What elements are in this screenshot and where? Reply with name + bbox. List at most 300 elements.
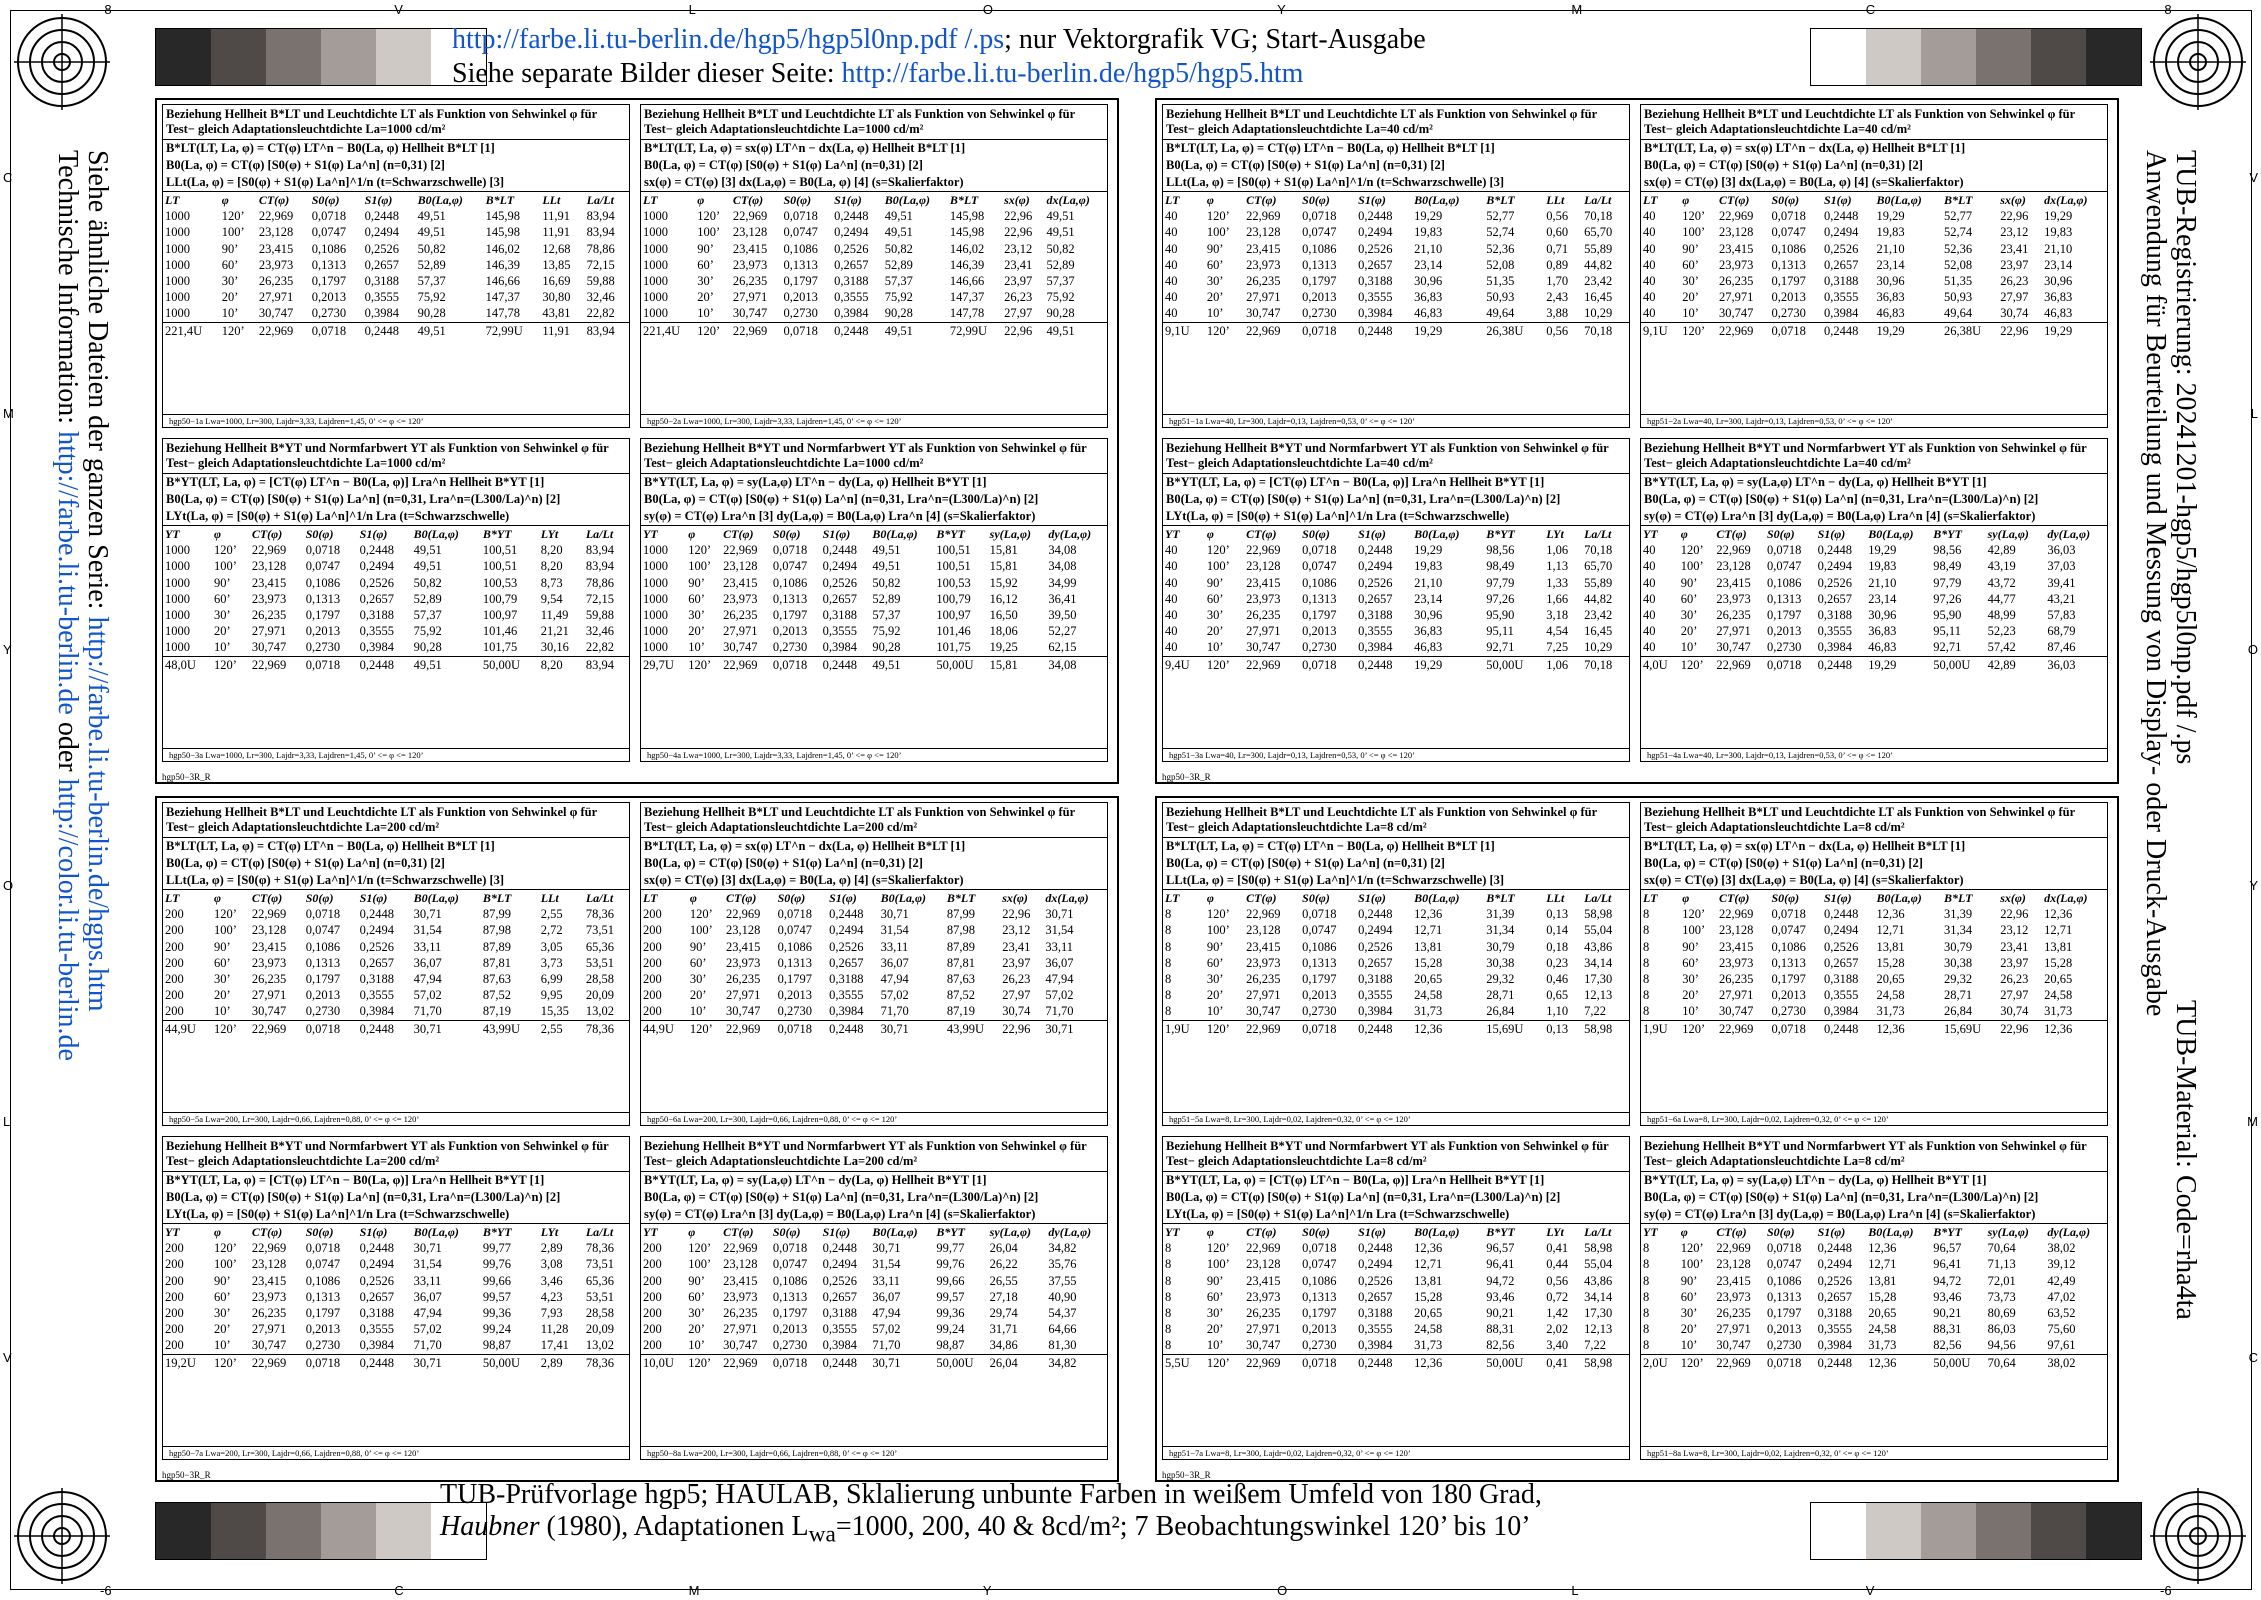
- column-header: B0(La,φ): [1876, 891, 1922, 905]
- table-cell: 0,41: [1546, 1241, 1569, 1256]
- table-cell: 23,973: [726, 955, 761, 970]
- table-cell: 30,747: [726, 1004, 761, 1019]
- formula-2: B0(La, φ) = CT(φ) [S0(φ) + S1(φ) La^n] (n=0,31, Lra^n=(L300/La)^n) [2]: [1644, 1190, 2039, 1204]
- table-cell: 145,98: [485, 209, 520, 224]
- table-cell: 0,2013: [305, 624, 341, 639]
- edge-mark: Y: [3, 642, 12, 657]
- table-row-summary: [1163, 1354, 1629, 1371]
- column-header: B*LT: [1486, 193, 1515, 207]
- table-cell: 30’: [1206, 608, 1224, 623]
- table-cell: 0,3555: [1358, 624, 1393, 639]
- table-cell: 0,2013: [305, 988, 341, 1003]
- table-cell: 0,0718: [1300, 1354, 1356, 1371]
- table-cell: 70,64: [1986, 1354, 2046, 1371]
- table-cell: 0,3984: [364, 306, 400, 321]
- table-cell: 0,2448: [1822, 322, 1874, 339]
- table-cell: 0,2013: [1302, 290, 1337, 305]
- table-cell: 26,235: [732, 274, 768, 289]
- table-cell: 60’: [697, 257, 714, 272]
- table-cell: 23,14: [1414, 257, 1443, 272]
- gray-patch: [321, 1503, 376, 1559]
- table-cell: 23,415: [723, 575, 758, 590]
- table-row: [1641, 1289, 2107, 1305]
- gray-patch: [321, 29, 376, 85]
- table-cell: 60’: [214, 1289, 231, 1304]
- column-header: LLt: [542, 193, 561, 207]
- table-cell: 39,12: [2047, 1257, 2076, 1272]
- table-cell: 49,51: [872, 543, 901, 558]
- table-cell: 10,29: [1584, 306, 1613, 321]
- table-cell: 11,91: [542, 225, 571, 240]
- table-row: [1163, 1273, 1629, 1289]
- table-cell: 8: [1643, 1322, 1650, 1337]
- table-cell: 33,11: [413, 939, 442, 954]
- table-cell: 9,1U: [1163, 322, 1205, 339]
- table-cell: 100’: [689, 923, 713, 938]
- table-cell: 200: [643, 1241, 662, 1256]
- table-cell: 0,2526: [364, 241, 400, 256]
- table-cell: 0,60: [1546, 225, 1569, 240]
- table-cell: 23,128: [1246, 225, 1281, 240]
- table-cell: 72,01: [1987, 1273, 2016, 1288]
- table-cell: 78,36: [585, 1241, 614, 1256]
- table-cell: 20,65: [1414, 972, 1443, 987]
- table-cell: 17,41: [540, 1338, 569, 1353]
- table-row: [1163, 1003, 1629, 1020]
- table-cell: 0,2526: [359, 575, 395, 590]
- table-cell: 30’: [1206, 274, 1224, 289]
- table-cell: 57,02: [1045, 988, 1074, 1003]
- table-cell: 120’: [1680, 322, 1717, 339]
- table-cell: 28,58: [585, 1306, 614, 1321]
- table-cell: 30,96: [1414, 608, 1443, 623]
- table-cell: 120’: [1206, 543, 1230, 558]
- table-cell: 4,23: [540, 1289, 563, 1304]
- table-cell: 0,2730: [772, 640, 808, 655]
- table-cell: 21,10: [1414, 241, 1443, 256]
- table-cell: 0,3555: [834, 290, 869, 305]
- table-cell: 10’: [1206, 1338, 1224, 1353]
- table-cell: 26,235: [1246, 608, 1281, 623]
- table-cell: 0,0718: [1300, 322, 1356, 339]
- table-cell: 0,2526: [834, 241, 869, 256]
- table-cell: 43,99U: [945, 1020, 1000, 1037]
- table-cell: 1000: [643, 559, 668, 574]
- table-cell: 0,0718: [771, 656, 821, 673]
- table-cell: 9,1U: [1641, 322, 1680, 339]
- table-cell: 33,11: [880, 939, 909, 954]
- table-cell: 47,94: [1045, 972, 1074, 987]
- table-cell: 42,89: [1987, 543, 2016, 558]
- table-cell: 120’: [688, 1241, 712, 1256]
- table-cell: 40: [1165, 241, 1178, 256]
- edge-mark: C: [2248, 1350, 2258, 1365]
- table-cell: 35,76: [1048, 1257, 1077, 1272]
- formula-1: B*LT(LT, La, φ) = CT(φ) LT^n − B0(La, φ) Hellheit B*LT [1]: [1166, 141, 1495, 155]
- table-cell: 1000: [165, 274, 190, 289]
- formula-3: sy(φ) = CT(φ) Lra^n [3] dy(La,φ) = B0(La,φ) Lra^n [4] (s=Skalierfaktor): [644, 509, 1036, 523]
- panel-title: Beziehung Hellheit B*LT und Leuchtdichte LT als Funktion von Sehwinkel φ für Test− gleich Adaptationsleuchtdichte La=8 cd/m²: [1641, 803, 2107, 838]
- table-cell: 26,23: [2000, 274, 2029, 289]
- table-cell: 26,04: [988, 1354, 1047, 1371]
- table-cell: 0,56: [1546, 1273, 1569, 1288]
- table-cell: 30,74: [1002, 1004, 1031, 1019]
- data-panel: [640, 1136, 1108, 1460]
- table-cell: 49,51: [1046, 225, 1075, 240]
- table-cell: 47,94: [880, 972, 909, 987]
- quadrant-tag: hgp50−3R_R: [1162, 1470, 1211, 1480]
- data-panel: [1640, 104, 2108, 428]
- table-cell: 0,1797: [1302, 274, 1337, 289]
- table-row: [1163, 305, 1629, 322]
- column-header: dx(La,φ): [1046, 193, 1090, 207]
- table-cell: 0,0718: [1765, 1354, 1816, 1371]
- table-row: [163, 971, 629, 987]
- gray-patch: [1921, 1503, 1976, 1559]
- table-cell: 8: [1643, 1273, 1650, 1288]
- table-cell: 0,1797: [777, 972, 812, 987]
- table-cell: 146,66: [949, 274, 985, 289]
- column-header: S1(φ): [359, 1225, 388, 1239]
- color-link[interactable]: http://color.li.tu-berlin.de: [52, 778, 83, 1061]
- table-cell: 60’: [1206, 1289, 1224, 1304]
- table-cell: 120’: [1679, 656, 1715, 673]
- table-cell: 0,1797: [772, 1306, 808, 1321]
- table-cell: 0,1797: [1771, 972, 1806, 987]
- table-cell: 75,92: [1046, 290, 1075, 305]
- table-cell: 0,2448: [1358, 209, 1393, 224]
- table-cell: 30,747: [1246, 1338, 1281, 1353]
- table-cell: 11,91: [540, 322, 584, 339]
- column-header: B0(La,φ): [413, 891, 459, 905]
- table-cell: 99,76: [482, 1257, 512, 1272]
- gray-scale-top-left: [155, 28, 487, 86]
- panel-footnote: hgp50−6a Lwa=200, Lr=300, Lajdr=0,66, Lajdren=0,88, 0’ <= φ <= 120’: [641, 1112, 1107, 1125]
- table-cell: 0,2448: [1356, 1020, 1412, 1037]
- table-cell: 0,2526: [1358, 241, 1393, 256]
- data-panel: [162, 1136, 630, 1460]
- table-cell: 0,2526: [822, 1273, 857, 1288]
- table-row: [641, 1289, 1107, 1305]
- table-cell: 0,2730: [1766, 640, 1802, 655]
- table-cell: 0,2494: [1823, 225, 1859, 240]
- table-cell: 0,2526: [359, 1273, 395, 1288]
- farbe-link[interactable]: http://farbe.li.tu-berlin.de: [52, 431, 83, 715]
- table-cell: 0,2730: [772, 1338, 808, 1353]
- table-cell: 101,75: [936, 640, 971, 655]
- table-cell: 0,2448: [358, 1020, 412, 1037]
- table-cell: 30’: [1680, 608, 1698, 623]
- table-cell: 0,2657: [822, 591, 857, 606]
- table-cell: 30,96: [1414, 274, 1443, 289]
- table-cell: 21,10: [1868, 575, 1897, 590]
- table-cell: 200: [643, 972, 662, 987]
- table-cell: 0,44: [1546, 1257, 1569, 1272]
- table-cell: 22,969: [250, 1354, 304, 1371]
- table-row: [1641, 987, 2107, 1003]
- table-cell: 37,55: [1048, 1273, 1077, 1288]
- table-cell: 33,11: [1045, 939, 1073, 954]
- table-cell: 20’: [1206, 1322, 1224, 1337]
- table-cell: 120’: [688, 1020, 724, 1037]
- table-cell: 8,73: [540, 575, 563, 590]
- panel-table: [1163, 890, 1629, 1037]
- table-cell: 0,3555: [829, 988, 864, 1003]
- table-row: [163, 1273, 629, 1289]
- table-cell: 8: [1165, 907, 1172, 922]
- table-cell: 221,4U: [163, 322, 220, 339]
- table-cell: 200: [165, 1004, 184, 1019]
- column-header: dx(La,φ): [1045, 891, 1089, 905]
- table-cell: 16,45: [1584, 290, 1613, 305]
- table-cell: 3,18: [1546, 608, 1569, 623]
- table-cell: 0,1313: [777, 955, 812, 970]
- table-cell: 27,97: [2000, 290, 2029, 305]
- table-cell: 99,24: [936, 1322, 965, 1337]
- table-cell: 145,98: [485, 225, 520, 240]
- table-cell: 0,0718: [305, 907, 341, 922]
- panel-footnote: hgp51−7a Lwa=8, Lr=300, Lajdr=0,02, Lajdren=0,32, 0’ <= φ <= 120’: [1163, 1446, 1629, 1459]
- table-cell: 36,83: [1414, 624, 1443, 639]
- table-cell: 30,71: [412, 1020, 481, 1037]
- table-row: [1163, 273, 1629, 289]
- formula-1: B*LT(LT, La, φ) = sx(φ) LT^n − dx(La, φ) Hellheit B*LT [1]: [1644, 839, 1966, 853]
- table-row-summary: [641, 1354, 1107, 1371]
- table-cell: 52,08: [1486, 257, 1515, 272]
- table-cell: 90’: [1206, 575, 1224, 590]
- table-cell: 30’: [214, 608, 231, 623]
- table-cell: 0,3188: [359, 1306, 395, 1321]
- table-cell: 34,08: [1046, 656, 1107, 673]
- header-pdf-link[interactable]: http://farbe.li.tu-berlin.de/hgp5/hgp5l0np.pdf /.ps: [452, 24, 1005, 55]
- table-cell: 50,00U: [1484, 656, 1544, 673]
- table-row: [1641, 1337, 2107, 1354]
- table-row: [1641, 1240, 2107, 1256]
- table-cell: 30’: [697, 274, 714, 289]
- column-header: B0(La,φ): [417, 193, 463, 207]
- table-cell: 86,03: [1987, 1322, 2016, 1337]
- table-row-summary: [641, 322, 1107, 339]
- column-header: φ: [1206, 891, 1214, 905]
- table-cell: 0,3984: [359, 640, 395, 655]
- table-row: [1163, 1321, 1629, 1337]
- table-cell: 50,00U: [481, 656, 539, 673]
- table-cell: 0,2494: [1823, 923, 1859, 938]
- table-cell: 0,3188: [822, 1306, 857, 1321]
- table-cell: 99,36: [936, 1306, 965, 1321]
- table-cell: 4,54: [1546, 624, 1569, 639]
- table-cell: 10’: [689, 1004, 707, 1019]
- gray-patch: [1811, 29, 1866, 85]
- table-cell: 5,5U: [1163, 1354, 1205, 1371]
- table-cell: 27,97: [1004, 306, 1033, 321]
- table-cell: 58,98: [1584, 1241, 1613, 1256]
- table-cell: 33,11: [872, 1273, 900, 1288]
- table-cell: 0,2657: [834, 257, 869, 272]
- table-cell: 0,0747: [1771, 923, 1806, 938]
- table-cell: 43,72: [1987, 575, 2016, 590]
- table-cell: 13,85: [542, 257, 571, 272]
- table-row: [1641, 971, 2107, 987]
- table-cell: 46,83: [1414, 640, 1443, 655]
- table-cell: 0,2448: [1817, 1241, 1852, 1256]
- column-header: B*LT: [1486, 891, 1515, 905]
- table-cell: 23,415: [1246, 241, 1281, 256]
- panel-formulas: [1641, 140, 2107, 192]
- table-cell: 0,1086: [1771, 939, 1806, 954]
- table-cell: 0,3188: [829, 972, 864, 987]
- table-cell: 78,36: [585, 907, 614, 922]
- table-cell: 1000: [643, 274, 668, 289]
- series-link[interactable]: http://farbe.li.tu-berlin.de/hgps.htm: [82, 616, 113, 1012]
- table-cell: 97,26: [1933, 591, 1962, 606]
- column-header: φ: [689, 891, 697, 905]
- table-cell: 20’: [1206, 988, 1224, 1003]
- table-cell: 63,52: [2047, 1306, 2076, 1321]
- table-cell: 43,86: [1584, 939, 1613, 954]
- panel-table: [1641, 1224, 2107, 1371]
- table-cell: 0,3188: [1358, 608, 1393, 623]
- column-header: B*LT: [1943, 891, 1973, 905]
- panel-title: Beziehung Hellheit B*LT und Leuchtdichte LT als Funktion von Sehwinkel φ für Test− gleich Adaptationsleuchtdichte La=1000 cd/m²: [163, 105, 629, 140]
- table-cell: 0,1086: [777, 939, 812, 954]
- formula-1: B*LT(LT, La, φ) = sx(φ) LT^n − dx(La, φ) Hellheit B*LT [1]: [644, 141, 966, 155]
- table-cell: 10’: [1680, 640, 1698, 655]
- table-cell: 27,97: [2000, 988, 2029, 1003]
- table-cell: 60’: [1682, 955, 1699, 970]
- table-cell: 120’: [697, 209, 721, 224]
- table-cell: 10’: [688, 640, 705, 655]
- table-row: [641, 971, 1107, 987]
- table-cell: 22,969: [251, 543, 287, 558]
- table-cell: 27,971: [1716, 1322, 1751, 1337]
- table-cell: 200: [643, 1338, 662, 1353]
- table-cell: 65,36: [585, 1273, 614, 1288]
- table-cell: 1,06: [1546, 543, 1569, 558]
- table-cell: 20’: [1682, 988, 1699, 1003]
- table-row: [1163, 241, 1629, 257]
- table-cell: 0,3188: [359, 608, 395, 623]
- table-cell: 27,971: [723, 624, 758, 639]
- column-header: La/Lt: [1584, 891, 1612, 905]
- table-cell: 0,1797: [1302, 972, 1337, 987]
- table-cell: 100,53: [936, 575, 971, 590]
- table-cell: 31,73: [1414, 1338, 1443, 1353]
- table-cell: 19,83: [1876, 225, 1905, 240]
- table-cell: 60’: [1206, 955, 1224, 970]
- table-cell: 200: [165, 1289, 184, 1304]
- table-cell: 1000: [643, 624, 668, 639]
- table-cell: 95,90: [1933, 608, 1962, 623]
- table-cell: 200: [165, 1241, 184, 1256]
- table-cell: 52,74: [1943, 225, 1973, 240]
- table-cell: 200: [165, 972, 184, 987]
- table-cell: 50,00U: [1931, 1354, 1985, 1371]
- table-cell: 0,3555: [1823, 988, 1859, 1003]
- table-cell: 0,2657: [1823, 257, 1859, 272]
- table-cell: 55,89: [1584, 575, 1613, 590]
- table-cell: 22,969: [1244, 1020, 1300, 1037]
- table-cell: 30,74: [2000, 1004, 2029, 1019]
- table-cell: 22,969: [1246, 209, 1281, 224]
- table-cell: 26,55: [989, 1273, 1018, 1288]
- table-cell: 19,83: [2044, 225, 2073, 240]
- table-row: [641, 987, 1107, 1003]
- formula-3: LLt(La, φ) = [S0(φ) + S1(φ) La^n]^1/n (t=Schwarzschwelle) [3]: [166, 175, 505, 189]
- formula-2: B0(La, φ) = CT(φ) [S0(φ) + S1(φ) La^n] (n=0,31) [2]: [166, 856, 445, 870]
- edge-mark: Y: [2249, 878, 2258, 893]
- table-cell: 0,3984: [1358, 1338, 1393, 1353]
- table-cell: 101,46: [936, 624, 971, 639]
- table-row: [163, 273, 629, 289]
- table-cell: 0,1086: [1302, 1273, 1337, 1288]
- table-cell: 46,83: [2044, 306, 2073, 321]
- table-cell: 15,69U: [1942, 1020, 1998, 1037]
- column-header: B0(La,φ): [1868, 1225, 1914, 1239]
- table-cell: 57,02: [413, 988, 442, 1003]
- edge-mark: O: [2247, 642, 2258, 657]
- table-cell: 22,969: [1717, 322, 1769, 339]
- panel-formulas: [641, 474, 1107, 526]
- table-cell: 49,51: [417, 225, 446, 240]
- formula-1: B*LT(LT, La, φ) = CT(φ) LT^n − B0(La, φ) Hellheit B*LT [1]: [166, 839, 495, 853]
- table-cell: 44,82: [1584, 257, 1613, 272]
- table-cell: 8: [1643, 923, 1650, 938]
- panel-formulas: [1641, 838, 2107, 890]
- table-cell: 23,128: [251, 559, 287, 574]
- table-row: [641, 289, 1107, 305]
- table-cell: 27,971: [251, 624, 287, 639]
- table-cell: 30’: [688, 608, 705, 623]
- table-cell: 30,96: [1868, 608, 1897, 623]
- header-images-link[interactable]: http://farbe.li.tu-berlin.de/hgp5/hgp5.htm: [841, 58, 1304, 89]
- panel-title: Beziehung Hellheit B*YT und Normfarbwert YT als Funktion von Sehwinkel φ für Test− gleich Adaptationsleuchtdichte La=8 cd/m²: [1163, 1137, 1629, 1172]
- table-cell: 40: [1643, 209, 1656, 224]
- table-cell: 40: [1165, 624, 1178, 639]
- table-cell: 23,128: [732, 225, 768, 240]
- table-cell: 0,0747: [305, 559, 341, 574]
- table-cell: 26,22: [989, 1257, 1018, 1272]
- edge-mark: O: [3, 878, 14, 893]
- table-cell: 8,20: [540, 559, 563, 574]
- table-cell: 65,70: [1584, 225, 1613, 240]
- table-cell: 1000: [165, 591, 190, 606]
- table-cell: 12,36: [1868, 1241, 1897, 1256]
- table-cell: 23,973: [1246, 955, 1281, 970]
- table-cell: 1000: [643, 241, 668, 256]
- column-header: dy(La,φ): [1048, 1225, 1092, 1239]
- table-cell: 0,3555: [364, 290, 400, 305]
- table-cell: 200: [643, 1004, 662, 1019]
- registration-line: TUB-Registrierung: 20241201-hgp5/hgp5l0np.pdf /.ps: [2170, 150, 2201, 765]
- table-cell: 75,60: [2047, 1322, 2076, 1337]
- table-cell: 0,2494: [1817, 559, 1852, 574]
- table-row: [163, 1289, 629, 1305]
- table-cell: 0,2494: [1358, 923, 1393, 938]
- table-cell: 71,13: [1987, 1257, 2016, 1272]
- panel-footnote: hgp50−4a Lwa=1000, Lr=300, Lajdr=3,33, Lajdren=1,45, 0’ <= φ <= 120’: [641, 748, 1107, 761]
- table-cell: 26,235: [251, 972, 287, 987]
- column-header: S1(φ): [1358, 527, 1386, 541]
- edge-mark: -6: [2160, 1583, 2172, 1598]
- table-cell: 33,11: [413, 1273, 442, 1288]
- table-cell: 10’: [214, 1338, 231, 1353]
- table-cell: 8: [1165, 1257, 1172, 1272]
- table-cell: 0,2448: [834, 209, 869, 224]
- table-cell: 3,88: [1546, 306, 1569, 321]
- table-cell: 0,2013: [1766, 1322, 1802, 1337]
- edge-mark: C: [3, 170, 13, 185]
